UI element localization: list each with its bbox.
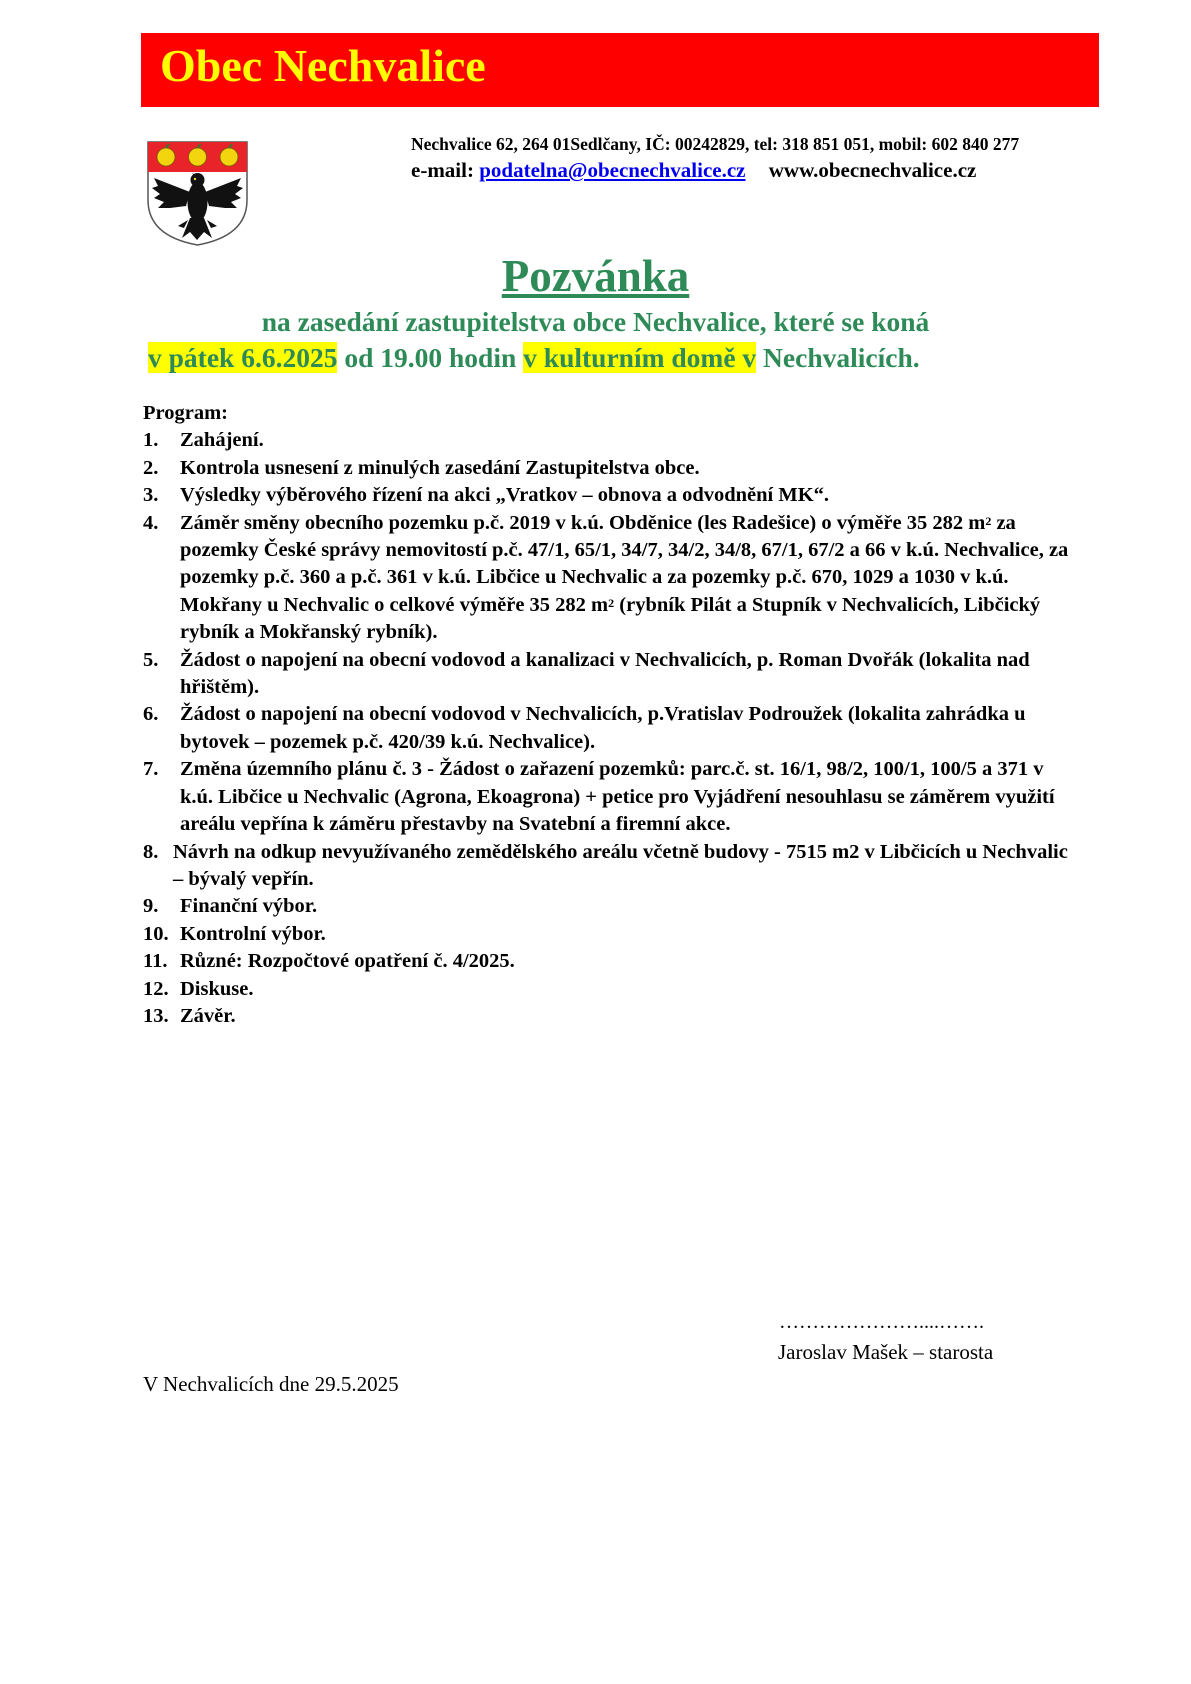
meeting-details (148, 342, 920, 374)
contact-address: Nechvalice 62, 264 01Sedlčany, IČ: 00242829, tel: 318 851 051, mobil: 602 840 277 (411, 134, 1020, 154)
meeting-date: v pátek 6.6.2025 (148, 342, 338, 373)
website-link[interactable]: www.obecnechvalice.cz (768, 158, 977, 182)
page-title: Pozvánka (501, 251, 690, 301)
list-item: 7. Změna územního plánu č. 3 - Žádost o zařazení pozemků: parc.č. st. 16/1, 98/2, 100/1, 100/5 a 371 v k.ú. Libčice u Nechvalic (Agrona, Ekoagrona) + petice pro Vyjádření nesouhlasu se záměrem využití areálu vepřína k záměru přestavby na Svatební a firemní akce. (143, 758, 1055, 836)
list-item: 1. Zahájení. (143, 429, 264, 452)
header-banner (141, 33, 1099, 107)
program-list (143, 427, 1073, 1030)
email-link[interactable]: podatelna@obecnechvalice.cz (479, 158, 746, 182)
list-item: 6. Žádost o napojení na obecní vodovod v Nechvalicích, p.Vratislav Podroužek (lokalita zahrádka u bytovek – pozemek p.č. 420/39 k.ú. Nechvalice). (143, 703, 1026, 753)
meeting-venue: v kulturním domě v (523, 342, 757, 373)
contact-line (411, 158, 976, 183)
list-item: 3. Výsledky výběrového řízení na akci „Vratkov – obnova a odvodnění MK“. (143, 484, 830, 507)
municipality-title: Obec Nechvalice (160, 40, 486, 91)
list-item: 11. Různé: Rozpočtové opatření č. 4/2025. (143, 950, 515, 973)
program-section (143, 400, 1073, 1030)
list-item: 13. Závěr. (143, 1004, 236, 1027)
list-item: 4. Záměr směny obecního pozemku p.č. 2019 v k.ú. Obděnice (les Radešice) o výměře 35 282 $m^2$ za pozemky České správy nemovitostí p.č. 47/1, 65/1, 34/7, 34/2, 34/8, 67/1, 67/2 a 66 v k.ú. Nechvalice, za pozemky p.č. 360 a p.č. 361 v k.ú. Libčice u Nechvalic a za pozemky p.č. 670, 1029 a 1030 v k.ú. Mokřany u Nechvalic o celkové výměře 35 282 $m^2$ (rybník Pilát a Stupník v Nechvalicích, Libčický rybník a Mokřanský rybník). (143, 511, 1069, 644)
list-item: 8. Návrh na odkup nevyužívaného zemědělského areálu včetně budovy - 7515 m2 v Libčicích u Nechvalic – bývalý vepřín. (143, 840, 1068, 890)
meeting-place: Nechvalicích. (756, 342, 920, 373)
invitation-subtitle: na zasedání zastupitelstva obce Nechvalice, které se koná (261, 306, 930, 337)
list-item: 10. Kontrolní výbor. (143, 922, 326, 945)
list-item: 9. Finanční výbor. (143, 895, 318, 918)
email-label: e-mail: (411, 158, 474, 182)
program-label: Program: (143, 402, 229, 424)
signature-line: …………………....……. (779, 1311, 984, 1333)
list-item: 5. Žádost o napojení na obecní vodovod a kanalizaci v Nechvalicích, p. Roman Dvořák (lokalita nad hřištěm). (143, 648, 1030, 699)
list-item: 12. Diskuse. (143, 977, 254, 1000)
list-item: 2. Kontrola usnesení z minulých zasedání Zastupitelstva obce. (143, 456, 700, 479)
meeting-time: od 19.00 hodin (337, 342, 524, 373)
document-date: V Nechvalicích dne 29.5.2025 (143, 1372, 399, 1396)
signer-name: Jaroslav Mašek – starosta (778, 1340, 994, 1364)
coat-of-arms-icon (146, 140, 249, 247)
